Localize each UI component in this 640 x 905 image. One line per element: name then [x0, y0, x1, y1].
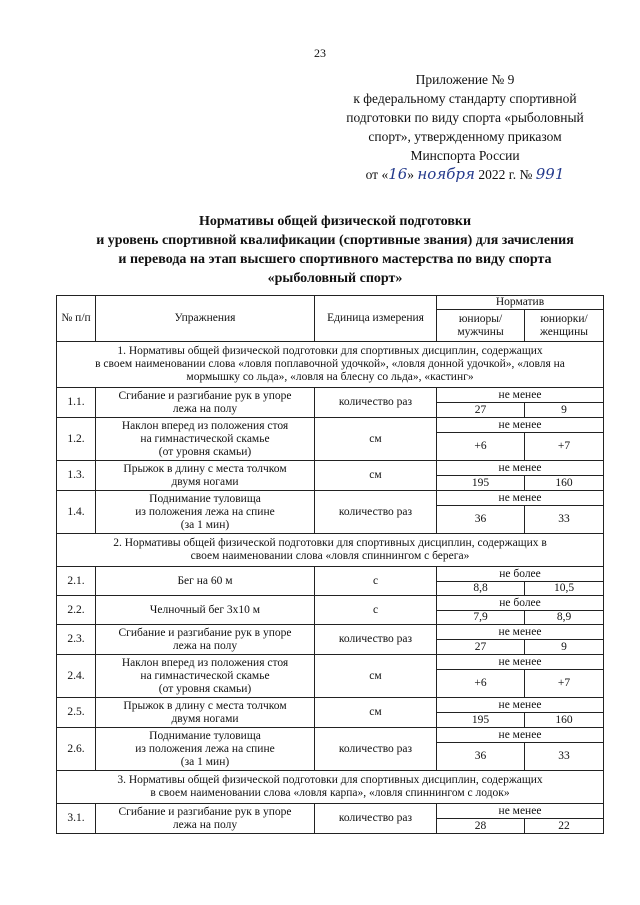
norm-condition: не менее	[437, 461, 604, 476]
exercise-line: двумя ногами	[171, 712, 239, 725]
date-year: 2022 г. №	[478, 167, 533, 182]
exercise-line: Сгибание и разгибание рук в упоре	[118, 626, 292, 639]
value-male: 27	[437, 640, 525, 655]
exercise-name	[96, 567, 315, 596]
appendix-line: Минспорта России	[410, 148, 520, 163]
table-row	[57, 418, 604, 433]
norm-condition: не менее	[437, 625, 604, 640]
value-female: +7	[525, 670, 604, 698]
value-male: +6	[437, 670, 525, 698]
section-title	[57, 771, 604, 804]
unit-of-measure: см	[315, 698, 437, 728]
section-row	[57, 342, 604, 388]
value-male: 7,9	[437, 611, 525, 625]
norms-table	[56, 295, 604, 834]
exercise-line: лежа на полу	[172, 818, 238, 831]
title-line: Нормативы общей физической подготовки	[198, 214, 472, 229]
section-title	[57, 342, 604, 388]
section-row	[57, 534, 604, 567]
appendix-line: подготовки по виду спорта «рыболовный	[346, 110, 584, 125]
norm-condition: не менее	[437, 418, 604, 433]
unit-of-measure: количество раз	[315, 625, 437, 655]
value-female: 9	[525, 640, 604, 655]
row-number: 1.2.	[57, 418, 96, 461]
value-female: 33	[525, 506, 604, 534]
exercise-name	[96, 461, 315, 491]
table-row	[57, 804, 604, 819]
page-number: 23	[314, 46, 326, 60]
value-female: 22	[525, 819, 604, 834]
section-row	[57, 771, 604, 804]
value-male: 195	[437, 476, 525, 491]
handwritten-day: 16	[388, 165, 408, 183]
table-row	[57, 567, 604, 582]
exercise-line: лежа на полу	[172, 639, 238, 652]
table-row	[57, 728, 604, 743]
exercise-line: (от уровня скамьи)	[158, 682, 252, 695]
value-female: 8,9	[525, 611, 604, 625]
exercise-line: Прыжок в длину с места толчком	[123, 462, 287, 475]
section-title-line: 3. Нормативы общей физической подготовки для спортивных дисциплин, содержащих	[117, 774, 543, 786]
section-title-line: своем наименовании слова «ловля спиннингом с берега»	[190, 550, 470, 562]
section-title-line: 1. Нормативы общей физической подготовки для спортивных дисциплин, содержащих	[117, 345, 543, 357]
header-num: № п/п	[57, 296, 96, 342]
unit-of-measure: количество раз	[315, 728, 437, 771]
value-female: 33	[525, 743, 604, 771]
exercise-name	[96, 804, 315, 834]
unit-of-measure: см	[315, 418, 437, 461]
exercise-name	[96, 625, 315, 655]
title-line: и уровень спортивной квалификации (спортивные звания) для зачисления	[96, 233, 574, 248]
value-female: 160	[525, 476, 604, 491]
value-male: 27	[437, 403, 525, 418]
exercise-name	[96, 388, 315, 418]
unit-of-measure: с	[315, 596, 437, 625]
exercise-name	[96, 728, 315, 771]
norm-condition: не менее	[437, 728, 604, 743]
title-line: «рыболовный спорт»	[267, 271, 403, 286]
norm-condition: не менее	[437, 388, 604, 403]
row-number: 1.3.	[57, 461, 96, 491]
handwritten-order-number: 991	[535, 165, 565, 183]
unit-of-measure: с	[315, 567, 437, 596]
value-male: +6	[437, 433, 525, 461]
unit-of-measure: см	[315, 461, 437, 491]
table-row	[57, 491, 604, 506]
exercise-line: (за 1 мин)	[180, 755, 230, 768]
row-number: 2.1.	[57, 567, 96, 596]
exercise-line: (от уровня скамьи)	[158, 445, 252, 458]
exercise-name	[96, 596, 315, 625]
unit-of-measure: количество раз	[315, 491, 437, 534]
section-title-line: в своем наименовании слова «ловля карпа», «ловля спиннингом с лодок»	[150, 787, 510, 799]
exercise-line: из положения лежа на спине	[135, 505, 275, 518]
order-date-line	[330, 165, 600, 184]
section-title-line: 2. Нормативы общей физической подготовки для спортивных дисциплин, содержащих в	[113, 537, 547, 549]
exercise-line: Сгибание и разгибание рук в упоре	[118, 805, 292, 818]
exercise-line: на гимнастической скамье	[140, 432, 270, 445]
table-row	[57, 698, 604, 713]
exercise-line: Челночный бег 3х10 м	[149, 603, 261, 616]
exercise-line: Сгибание и разгибание рук в упоре	[118, 389, 292, 402]
table-row	[57, 596, 604, 611]
document-title	[50, 212, 620, 288]
value-male: 36	[437, 506, 525, 534]
row-number: 2.5.	[57, 698, 96, 728]
row-number: 2.6.	[57, 728, 96, 771]
exercise-line: Наклон вперед из положения стоя	[121, 656, 289, 669]
date-prefix: от «	[365, 167, 389, 182]
section-title-line: мормышку со льда», «ловля на блесну со льда», «кастинг»	[186, 371, 474, 383]
value-male: 36	[437, 743, 525, 771]
appendix-line: к федеральному стандарту спортивной	[353, 91, 577, 106]
row-number: 1.4.	[57, 491, 96, 534]
exercise-name	[96, 698, 315, 728]
unit-of-measure: количество раз	[315, 388, 437, 418]
row-number: 2.3.	[57, 625, 96, 655]
exercise-line: Поднимание туловища	[149, 492, 261, 505]
norm-condition: не менее	[437, 655, 604, 670]
value-female: 160	[525, 713, 604, 728]
row-number: 1.1.	[57, 388, 96, 418]
header-row	[57, 296, 604, 310]
header-female: юниорки/ женщины	[525, 310, 604, 342]
unit-of-measure: количество раз	[315, 804, 437, 834]
table-row	[57, 461, 604, 476]
exercise-line: на гимнастической скамье	[140, 669, 270, 682]
exercise-line: Наклон вперед из положения стоя	[121, 419, 289, 432]
header-male: юниоры/ мужчины	[437, 310, 525, 342]
value-male: 28	[437, 819, 525, 834]
exercise-line: Бег на 60 м	[177, 574, 233, 587]
header-unit: Единица измерения	[315, 296, 437, 342]
exercise-line: Поднимание туловища	[149, 729, 261, 742]
appendix-header	[330, 70, 600, 184]
value-female: 9	[525, 403, 604, 418]
norm-condition: не более	[437, 567, 604, 582]
norm-condition: не менее	[437, 804, 604, 819]
value-male: 195	[437, 713, 525, 728]
table-row	[57, 655, 604, 670]
appendix-line: спорт», утвержденному приказом	[368, 129, 562, 144]
table-row	[57, 388, 604, 403]
norm-condition: не менее	[437, 698, 604, 713]
row-number: 2.2.	[57, 596, 96, 625]
header-exercise: Упражнения	[96, 296, 315, 342]
row-number: 2.4.	[57, 655, 96, 698]
norm-condition: не менее	[437, 491, 604, 506]
value-male: 8,8	[437, 582, 525, 596]
value-female: +7	[525, 433, 604, 461]
exercise-name	[96, 418, 315, 461]
exercise-line: Прыжок в длину с места толчком	[123, 699, 287, 712]
exercise-name	[96, 491, 315, 534]
header-norm: Норматив	[437, 296, 604, 310]
exercise-name	[96, 655, 315, 698]
exercise-line: двумя ногами	[171, 475, 239, 488]
norms-table-body	[57, 296, 604, 834]
exercise-line: лежа на полу	[172, 402, 238, 415]
row-number: 3.1.	[57, 804, 96, 834]
date-mid: »	[407, 167, 415, 182]
section-title-line: в своем наименовании слова «ловля поплавочной удочкой», «ловля донной удочкой», «ловля на	[95, 358, 565, 370]
exercise-line: из положения лежа на спине	[135, 742, 275, 755]
title-line: и перевода на этап высшего спортивного мастерства по виду спорта	[118, 252, 552, 267]
value-female: 10,5	[525, 582, 604, 596]
appendix-line: Приложение № 9	[415, 72, 515, 87]
unit-of-measure: см	[315, 655, 437, 698]
table-row	[57, 625, 604, 640]
norm-condition: не более	[437, 596, 604, 611]
section-title	[57, 534, 604, 567]
handwritten-month: ноября	[417, 165, 475, 183]
exercise-line: (за 1 мин)	[180, 518, 230, 531]
